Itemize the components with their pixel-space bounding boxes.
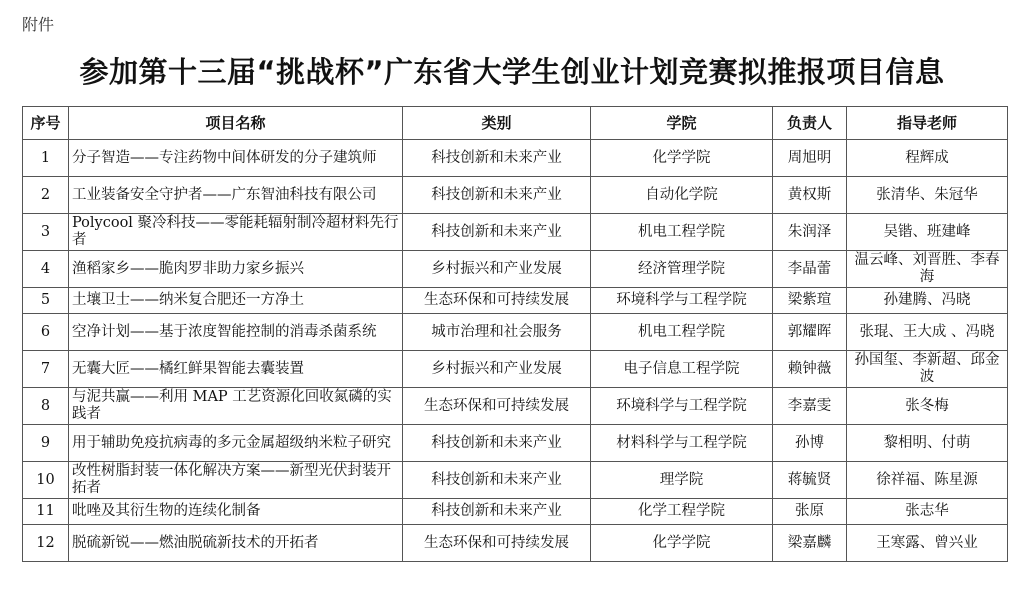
cell-project-name: 分子智造——专注药物中间体研发的分子建筑师 xyxy=(69,140,403,177)
cell-college: 电子信息工程学院 xyxy=(591,351,773,388)
header-advisor: 指导老师 xyxy=(847,107,1008,140)
cell-index: 12 xyxy=(23,525,69,562)
cell-category: 科技创新和未来产业 xyxy=(403,214,591,251)
header-leader: 负责人 xyxy=(773,107,847,140)
cell-leader: 黄权斯 xyxy=(773,177,847,214)
cell-college: 环境科学与工程学院 xyxy=(591,288,773,314)
cell-leader: 周旭明 xyxy=(773,140,847,177)
table-row xyxy=(23,214,1008,251)
cell-category: 城市治理和社会服务 xyxy=(403,314,591,351)
cell-index: 6 xyxy=(23,314,69,351)
cell-leader: 郭耀晖 xyxy=(773,314,847,351)
cell-leader: 朱润泽 xyxy=(773,214,847,251)
cell-project-name: 土壤卫士——纳米复合肥还一方净土 xyxy=(69,288,403,314)
cell-index: 2 xyxy=(23,177,69,214)
cell-index: 1 xyxy=(23,140,69,177)
table-row xyxy=(23,140,1008,177)
cell-category: 乡村振兴和产业发展 xyxy=(403,251,591,288)
cell-advisor: 张清华、朱冠华 xyxy=(847,177,1008,214)
cell-leader: 赖钟薇 xyxy=(773,351,847,388)
cell-category: 科技创新和未来产业 xyxy=(403,462,591,499)
cell-advisor: 黎相明、付萌 xyxy=(847,425,1008,462)
cell-leader: 李晶蕾 xyxy=(773,251,847,288)
cell-index: 10 xyxy=(23,462,69,499)
cell-category: 科技创新和未来产业 xyxy=(403,140,591,177)
cell-category: 科技创新和未来产业 xyxy=(403,177,591,214)
cell-project-name: 与泥共赢——利用 MAP 工艺资源化回收氮磷的实践者 xyxy=(69,388,403,425)
cell-leader: 李嘉雯 xyxy=(773,388,847,425)
cell-index: 8 xyxy=(23,388,69,425)
cell-advisor: 温云峰、刘晋胜、李春海 xyxy=(847,251,1008,288)
cell-project-name: 无囊大匠——橘红鲜果智能去囊装置 xyxy=(69,351,403,388)
cell-index: 3 xyxy=(23,214,69,251)
cell-category: 乡村振兴和产业发展 xyxy=(403,351,591,388)
cell-category: 生态环保和可持续发展 xyxy=(403,288,591,314)
cell-leader: 张原 xyxy=(773,499,847,525)
cell-index: 5 xyxy=(23,288,69,314)
cell-college: 经济管理学院 xyxy=(591,251,773,288)
cell-college: 材料科学与工程学院 xyxy=(591,425,773,462)
cell-college: 化学学院 xyxy=(591,525,773,562)
cell-advisor: 吴锴、班建峰 xyxy=(847,214,1008,251)
cell-college: 环境科学与工程学院 xyxy=(591,388,773,425)
cell-college: 自动化学院 xyxy=(591,177,773,214)
cell-project-name: 吡唑及其衍生物的连续化制备 xyxy=(69,499,403,525)
cell-category: 科技创新和未来产业 xyxy=(403,425,591,462)
cell-college: 机电工程学院 xyxy=(591,214,773,251)
cell-leader: 蒋毓贤 xyxy=(773,462,847,499)
cell-college: 化学工程学院 xyxy=(591,499,773,525)
cell-leader: 梁嘉麟 xyxy=(773,525,847,562)
table-row xyxy=(23,314,1008,351)
cell-index: 9 xyxy=(23,425,69,462)
project-table xyxy=(22,106,1008,562)
cell-project-name: 改性树脂封装一体化解决方案——新型光伏封装开拓者 xyxy=(69,462,403,499)
cell-advisor: 孙建腾、冯晓 xyxy=(847,288,1008,314)
cell-category: 科技创新和未来产业 xyxy=(403,499,591,525)
cell-category: 生态环保和可持续发展 xyxy=(403,525,591,562)
cell-advisor: 张琨、王大成 、冯晓 xyxy=(847,314,1008,351)
cell-advisor: 孙国玺、李新超、邱金波 xyxy=(847,351,1008,388)
cell-project-name: 空净计划——基于浓度智能控制的消毒杀菌系统 xyxy=(69,314,403,351)
cell-category: 生态环保和可持续发展 xyxy=(403,388,591,425)
cell-college: 理学院 xyxy=(591,462,773,499)
cell-project-name: 工业装备安全守护者——广东智油科技有限公司 xyxy=(69,177,403,214)
cell-leader: 孙博 xyxy=(773,425,847,462)
table-row xyxy=(23,251,1008,288)
cell-advisor: 王寒露、曾兴业 xyxy=(847,525,1008,562)
header-category: 类别 xyxy=(403,107,591,140)
cell-advisor: 徐祥福、陈星源 xyxy=(847,462,1008,499)
table-row xyxy=(23,462,1008,499)
cell-advisor: 张冬梅 xyxy=(847,388,1008,425)
cell-project-name: 渔稻家乡——脆肉罗非助力家乡振兴 xyxy=(69,251,403,288)
cell-advisor: 张志华 xyxy=(847,499,1008,525)
attachment-label: 附件 xyxy=(22,15,55,34)
cell-project-name: 脱硫新锐——燃油脱硫新技术的开拓者 xyxy=(69,525,403,562)
table-row xyxy=(23,177,1008,214)
header-college: 学院 xyxy=(591,107,773,140)
table-row xyxy=(23,499,1008,525)
cell-college: 化学学院 xyxy=(591,140,773,177)
header-index: 序号 xyxy=(23,107,69,140)
cell-advisor: 程辉成 xyxy=(847,140,1008,177)
table-row xyxy=(23,525,1008,562)
table-header-row xyxy=(23,107,1008,140)
table-row xyxy=(23,425,1008,462)
cell-project-name: Polycool 聚冷科技——零能耗辐射制冷超材料先行者 xyxy=(69,214,403,251)
table-row xyxy=(23,351,1008,388)
cell-index: 11 xyxy=(23,499,69,525)
table-row xyxy=(23,388,1008,425)
header-project-name: 项目名称 xyxy=(69,107,403,140)
cell-leader: 梁紫瑄 xyxy=(773,288,847,314)
table-row xyxy=(23,288,1008,314)
page-title: 参加第十三届“挑战杯”广东省大学生创业计划竞赛拟推报项目信息 xyxy=(79,55,945,89)
cell-college: 机电工程学院 xyxy=(591,314,773,351)
cell-project-name: 用于辅助免疫抗病毒的多元金属超级纳米粒子研究 xyxy=(69,425,403,462)
cell-index: 7 xyxy=(23,351,69,388)
cell-index: 4 xyxy=(23,251,69,288)
